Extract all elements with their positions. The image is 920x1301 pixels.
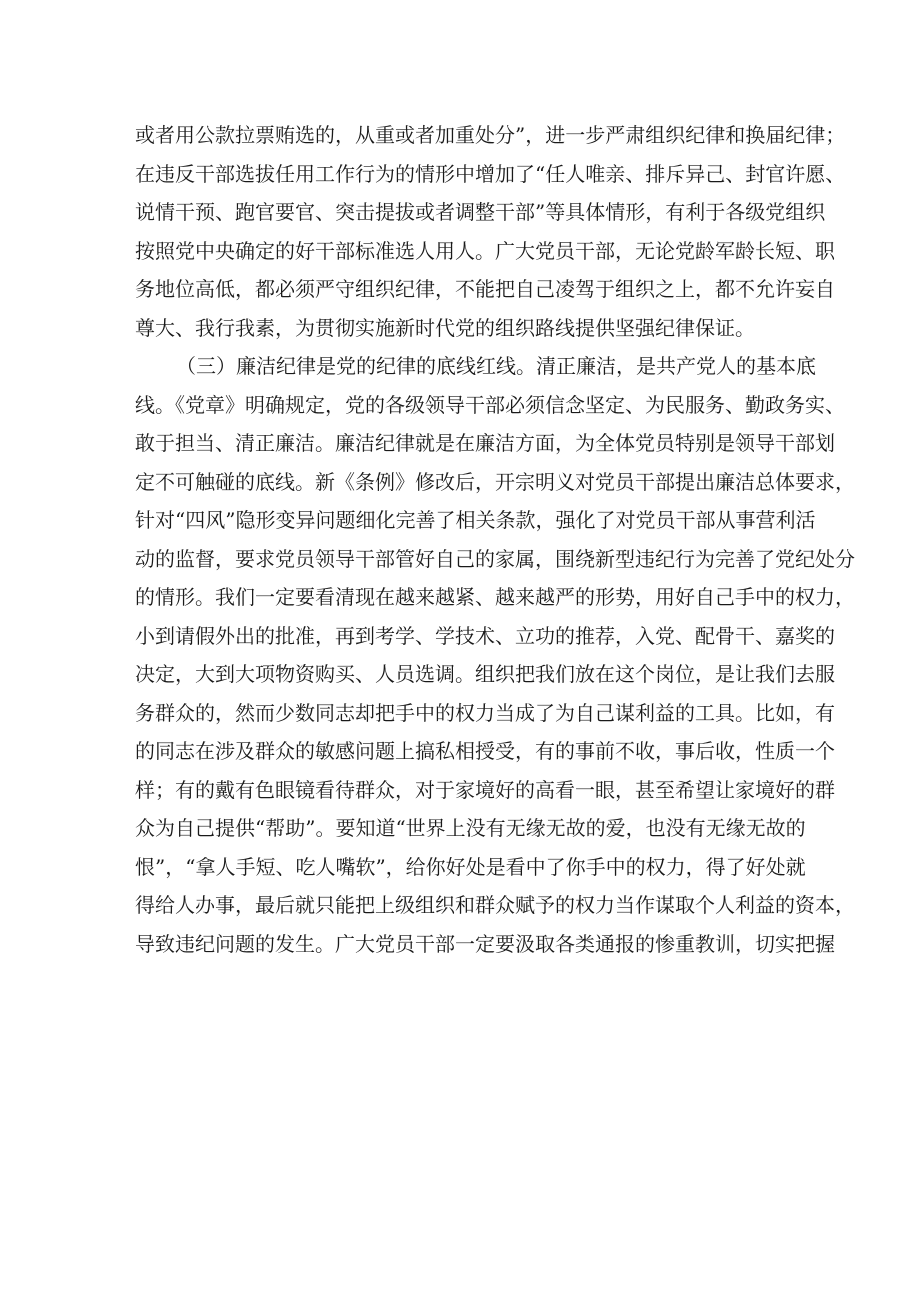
text-line: 的情形。我们一定要看清现在越来越紧、越来越严的形势，用好自己手中的权力， — [135, 585, 855, 609]
text-line: 恨”，“拿人手短、吃人嘴软”，给你好处是看中了你手中的权力，得了好处就 — [135, 854, 806, 879]
text-line: 按照党中央确定的好干部标准选人用人。广大党员干部，无论党龄军龄长短、职 — [135, 238, 835, 263]
text-line: 定不可触碰的底线。新《条例》修改后，开宗明义对党员干部提出廉洁总体要求， — [135, 469, 855, 494]
text-line: 得给人办事，最后就只能把上级组织和群众赋予的权力当作谋取个人利益的资本， — [135, 893, 855, 917]
text-line: 动的监督，要求党员领导干部管好自己的家属，围绕新型违纪行为完善了党纪处分 — [135, 546, 855, 571]
text-line: 众为自己提供“帮助”。要知道“世界上没有无缘无故的爱，也没有无缘无故的 — [135, 816, 806, 840]
text-line: 样；有的戴有色眼镜看待群众，对于家境好的高看一眼，甚至希望让家境好的群 — [135, 777, 835, 802]
text-line: 务地位高低，都必须严守组织纪律，不能把自己凌驾于组织之上，都不允许妄自 — [135, 277, 835, 301]
text-line: 的同志在涉及群众的敏感问题上搞私相授受，有的事前不收，事后收，性质一个 — [135, 739, 835, 763]
text-line: 敢于担当、清正廉洁。廉洁纪律就是在廉洁方面，为全体党员特别是领导干部划 — [135, 431, 835, 455]
text-line: 在违反干部选拔任用工作行为的情形中增加了“任人唯亲、排斥异己、封官许愿、 — [135, 161, 846, 186]
section-heading-line: （三）廉洁纪律是党的纪律的底线红线。清正廉洁，是共产党人的基本底 — [176, 354, 816, 378]
body-text — [135, 116, 855, 963]
text-line: 决定，大到大项物资购买、人员选调。组织把我们放在这个岗位，是让我们去服 — [135, 662, 835, 686]
text-line: 说情干预、跑官要官、突击提拔或者调整干部”等具体情形，有利于各级党组织 — [135, 200, 826, 224]
text-line: 务群众的，然而少数同志却把手中的权力当成了为自己谋利益的工具。比如，有 — [135, 700, 835, 725]
text-line: 导致违纪问题的发生。广大党员干部一定要汲取各类通报的惨重教训，切实把握 — [135, 931, 835, 956]
text-line: 尊大、我行我素，为贯彻实施新时代党的组织路线提供坚强纪律保证。 — [135, 315, 755, 340]
text-line: 或者用公款拉票贿选的，从重或者加重处分”，进一步严肃组织纪律和换届纪律； — [135, 123, 846, 147]
text-line: 针对“四风”隐形变异问题细化完善了相关条款，强化了对党员干部从事营利活 — [135, 508, 816, 532]
text-line: 线。《党章》明确规定，党的各级领导干部必须信念坚定、为民服务、勤政务实、 — [135, 392, 845, 417]
text-line: 小到请假外出的批准，再到考学、学技术、立功的推荐，入党、配骨干、嘉奖的 — [135, 623, 835, 648]
